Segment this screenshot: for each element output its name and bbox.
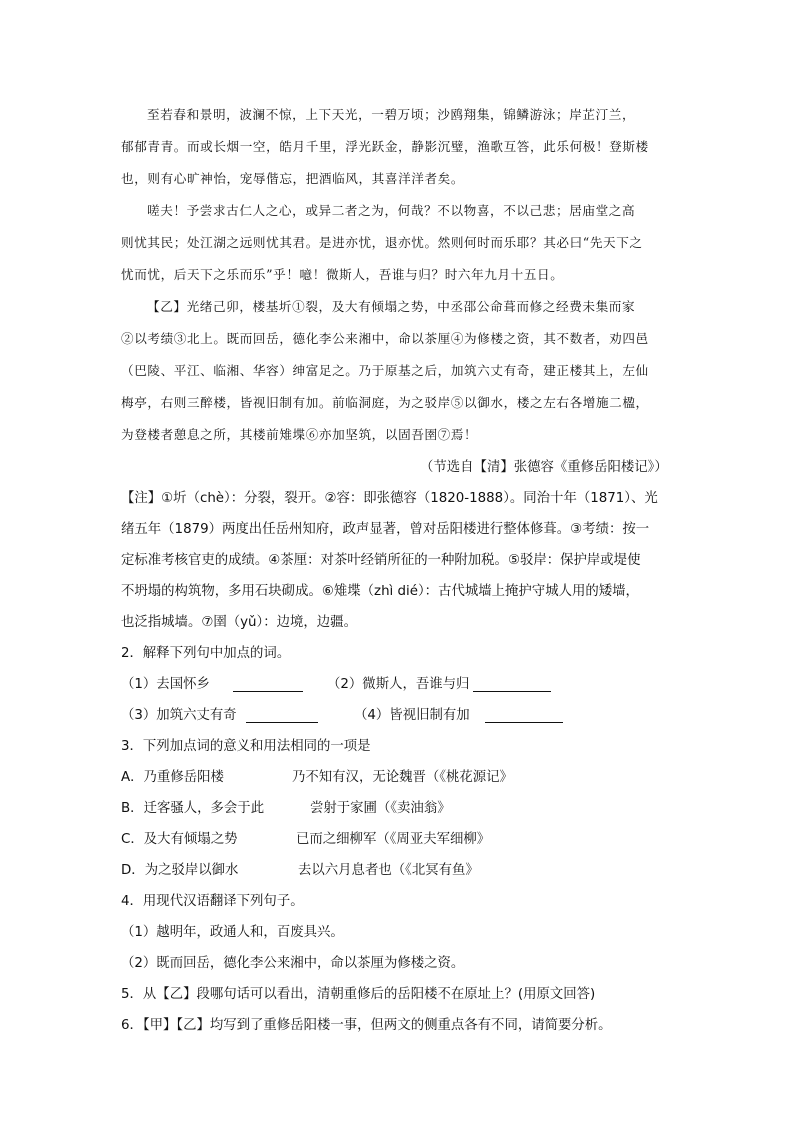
q3-option-c-right: 已而之细柳军（《周亚夫军细柳》: [296, 832, 491, 847]
q5-stem: 5．从【乙】段哪句话可以看出，清朝重修后的岳阳楼不在原址上？(用原文回答): [121, 987, 596, 1002]
q2-stem: 2．解释下列句中加点的词。: [121, 646, 291, 661]
passage-yi-line-3: （巴陵、平江、临湘、华容）绅富足之。乃于原基之后，加筑六丈有奇，建正楼其上，左仙: [121, 363, 649, 378]
q3-stem: 3．下列加点词的意义和用法相同的一项是: [121, 739, 371, 754]
passage-yi-line-2: ②以考绩③北上。既而回岳，德化李公来湘中，命以茶厘④为修楼之资，其不数者，劝四邑: [121, 331, 649, 346]
q6-stem: 6．【甲】【乙】均写到了重修岳阳楼一事，但两文的侧重点各有不同，请简要分析。: [121, 1018, 612, 1033]
q2-answer-blank-2[interactable]: [473, 677, 551, 692]
note-line-5: 也泛指城墙。⑦圉（yǔ）：边境，边疆。: [121, 615, 357, 630]
q2-item-4: （4）皆视旧制有加: [354, 708, 470, 723]
q3-option-a-left: A．乃重修岳阳楼: [121, 770, 224, 785]
passage-jia-line-5: 则忧其民；处江湖之远则忧其君。是进亦忧，退亦忧。然则何时而乐耶？其必曰“先天下之: [121, 235, 643, 250]
passage-yi-line-4: 梅亭，右则三醉楼，皆视旧制有加。前临洞庭，为之驳岸⑤以御水，楼之左右各增施二楹，: [121, 395, 649, 410]
passage-source: （节选自【清】张德容《重修岳阳楼记》）: [420, 460, 668, 475]
q2-answer-blank-3[interactable]: [246, 708, 318, 723]
q2-item-3: （3）加筑六丈有奇: [121, 708, 237, 723]
q3-option-c-left: C．及大有倾塌之势: [121, 832, 238, 847]
q2-row-1: [121, 673, 681, 695]
q4-stem: 4．用现代汉语翻译下列句子。: [121, 894, 304, 909]
passage-jia-line-1: 至若春和景明，波澜不惊，上下天光，一碧万顷；沙鸥翔集，锦鳞游泳；岸芷汀兰，: [147, 107, 636, 122]
note-line-2: 绪五年（1879）两度出任岳州知府，政声显著，曾对岳阳楼进行整体修葺。③考绩：按一: [121, 522, 650, 537]
passage-jia-line-6: 忧而忧，后天下之乐而乐”乎！噫！微斯人，吾谁与归？时六年九月十五日。: [121, 267, 564, 282]
q3-option-d-right: 去以六月息者也（《北冥有鱼》: [298, 863, 479, 878]
passage-jia-line-2: 郁郁青青。而或长烟一空，皓月千里，浮光跃金，静影沉璧，渔歌互答，此乐何极！登斯楼: [121, 139, 649, 154]
note-line-3: 定标准考核官吏的成绩。④茶厘：对茶叶经销所征的一种附加税。⑤驳岸：保护岸或堤使: [121, 553, 641, 568]
passage-jia-line-4: 嗟夫！予尝求古仁人之心，或异二者之为，何哉？不以物喜，不以己悲；居庙堂之高: [147, 203, 636, 218]
q3-option-b-right: 尝射于家圃（《卖油翁》: [310, 801, 451, 816]
note-line-1: 【注】①圻（chè）：分裂，裂开。②容：即张德容（1820-1888）。同治十年（1871）、光: [121, 491, 658, 506]
q2-answer-blank-1[interactable]: [233, 677, 303, 692]
note-line-4: 不坍塌的构筑物，多用石块砌成。⑥雉堞（zhì dié）：古代城墙上掩护守城人用的矮墙，: [121, 584, 639, 599]
passage-jia-line-3: 也，则有心旷神怡，宠辱偕忘，把酒临风，其喜洋洋者矣。: [121, 171, 465, 186]
q2-row-2: [121, 704, 681, 726]
passage-yi-line-5: 为登楼者憩息之所，其楼前雉堞⑥亦加坚筑，以固吾圉⑦焉！: [121, 427, 478, 442]
q2-item-1: （1）去国怀乡: [121, 677, 210, 692]
q4-item-1: （1）越明年，政通人和，百废具兴。: [121, 925, 344, 940]
q2-answer-blank-4[interactable]: [485, 708, 563, 723]
passage-yi-line-1: 【乙】光绪己卯，楼基圻①裂，及大有倾塌之势，中丞邵公命葺而修之经费未集而家: [147, 299, 636, 314]
q4-item-2: （2）既而回岳，德化李公来湘中，命以茶厘为修楼之资。: [121, 956, 465, 971]
q3-option-b-left: B．迁客骚人，多会于此: [121, 801, 265, 816]
q3-option-a-right: 乃不知有汉，无论魏晋（《桃花源记》: [292, 770, 513, 785]
q3-option-d-left: D．为之驳岸以御水: [121, 863, 239, 878]
q2-item-2: （2）微斯人，吾谁与归: [327, 677, 470, 692]
